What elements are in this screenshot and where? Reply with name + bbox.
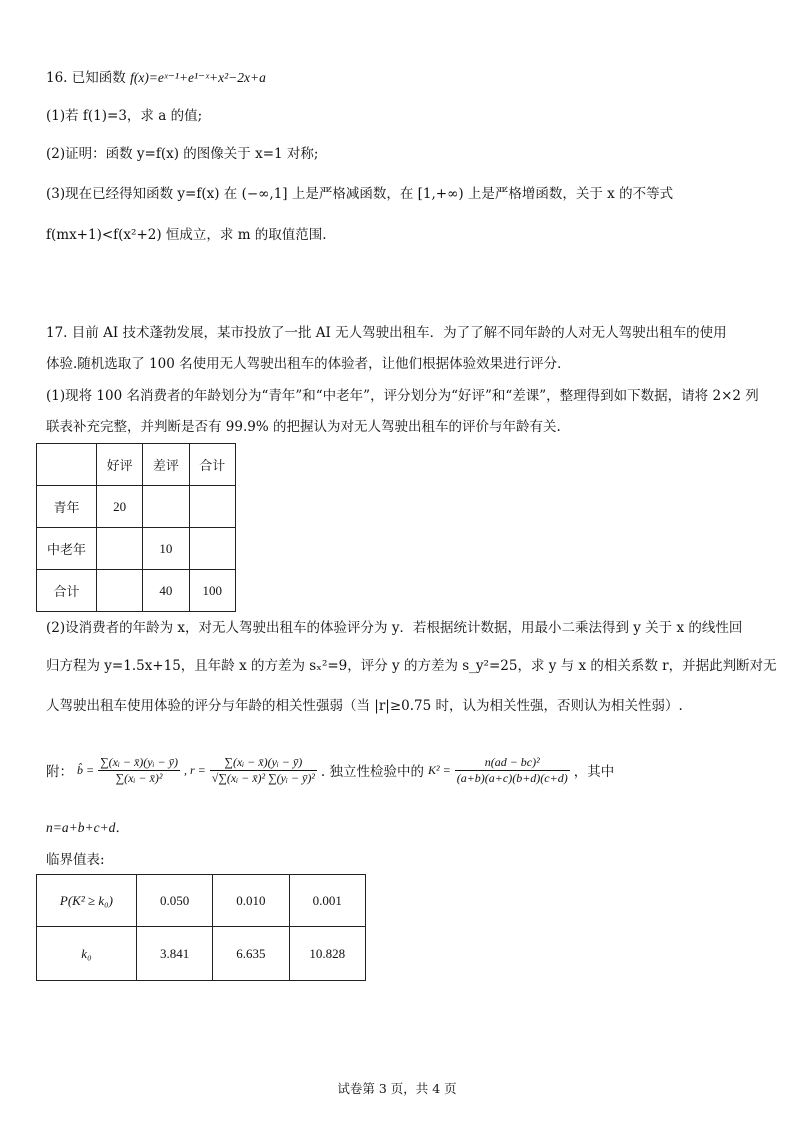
k2-fraction	[455, 755, 570, 786]
q16-part3-line2: f(mx+1)<f(x²+2) 恒成立，求 m 的取值范围.	[46, 227, 327, 243]
q17-number: 17.	[46, 325, 68, 341]
table-cell: 100	[189, 570, 235, 612]
table-row	[37, 927, 366, 981]
table-header-cell: 合计	[189, 444, 235, 486]
table-cell: 3.841	[136, 927, 212, 981]
q16-function: f(x)=eˣ⁻¹+e¹⁻ˣ+x²−2x+a	[130, 70, 266, 85]
r-numerator: ∑(xᵢ − x̄)(yᵢ − ȳ)	[210, 755, 317, 771]
table-cell: 40	[143, 570, 189, 612]
q16-part3-line1: (3)现在已经得知函数 y=f(x) 在 (−∞,1] 上是严格减函数，在 [1,+∞) 上是严格增函数，关于 x 的不等式	[46, 186, 674, 202]
k2-intro-text: . 独立性检验中的	[320, 764, 424, 780]
k2-numerator: n(ad − bc)²	[455, 755, 570, 771]
q16-part1: (1)若 f(1)=3，求 a 的值;	[46, 108, 203, 124]
q17-part1-line2: 联表补充完整，并判断是否有 99.9% 的把握认为对无人驾驶出租车的评价与年龄有关.	[46, 419, 561, 435]
table-cell: 20	[96, 486, 142, 528]
table-cell: 合计	[37, 570, 97, 612]
critical-value-label: 临界值表:	[46, 852, 105, 868]
b-hat-fraction	[98, 755, 180, 786]
q17-stem-line2: 体验.随机选取了 100 名使用无人驾驶出租车的体验者，让他们根据体验效果进行评分．	[46, 356, 571, 372]
n-definition: n=a+b+c+d．	[46, 820, 129, 835]
table-cell: 中老年	[37, 528, 97, 570]
table-cell: 0.001	[289, 875, 365, 927]
table-cell: 10.828	[289, 927, 365, 981]
k2-lhs: K² =	[428, 762, 451, 777]
table-cell: 0.010	[213, 875, 289, 927]
q16-part2: (2)证明：函数 y=f(x) 的图像关于 x=1 对称;	[46, 146, 319, 162]
table-header-cell: 差评	[143, 444, 189, 486]
q17-part2-line2: 归方程为 y=1.5x+15，且年龄 x 的方差为 sₓ²=9，评分 y 的方差为 s_y²=25，求 y 与 x 的相关系数 r，并据此判断对无	[46, 658, 777, 674]
k2-tail: ，其中	[573, 764, 615, 780]
q17-part2-line1: (2)设消费者的年龄为 x，对无人驾驶出租车的体验评分为 y．若根据统计数据，用最小二乘法得到 y 关于 x 的线性回	[46, 620, 743, 636]
table-cell	[143, 486, 189, 528]
r-fraction	[210, 755, 317, 786]
table-header-cell	[37, 444, 97, 486]
q17-part2-line3: 人驾驶出租车使用体验的评分与年龄的相关性强弱（当 |r|≥0.75 时，认为相关性强，否则认为相关性弱）.	[46, 698, 683, 714]
critical-value-table	[36, 874, 366, 981]
r-lhs: , r =	[183, 762, 206, 777]
table-cell: k₀	[37, 927, 137, 981]
k2-denominator: (a+b)(a+c)(b+d)(c+d)	[456, 770, 568, 785]
table-cell	[96, 528, 142, 570]
contingency-table	[36, 443, 236, 612]
q16-intro: 已知函数	[71, 70, 126, 86]
table-cell	[189, 528, 235, 570]
table-cell: 6.635	[213, 927, 289, 981]
q17-part1-line1: (1)现将 100 名消费者的年龄划分为“青年”和“中老年”，评分划分为“好评”和“差课”，整理得到如下数据，请将 2×2 列	[46, 388, 759, 404]
table-cell	[96, 570, 142, 612]
appendix-formulas	[46, 738, 614, 802]
q16-stem	[46, 68, 266, 88]
b-hat-lhs: b̂ =	[77, 762, 95, 777]
table-row	[37, 570, 236, 612]
table-cell: P(K² ≥ k₀)	[37, 875, 137, 927]
table-header-cell: 好评	[96, 444, 142, 486]
table-row	[37, 486, 236, 528]
b-hat-numerator: ∑(xᵢ − x̄)(yᵢ − ȳ)	[100, 754, 178, 769]
table-row	[37, 875, 366, 927]
q17-stem-line1	[46, 323, 727, 343]
appendix-label: 附：	[46, 764, 73, 780]
q16-number: 16.	[46, 70, 68, 86]
table-cell	[189, 486, 235, 528]
table-row	[37, 528, 236, 570]
q17-intro1: 目前 AI 技术蓬勃发展，某市投放了一批 AI 无人驾驶出租车．为了了解不同年龄的人对无人驾驶出租车的使用	[71, 325, 727, 341]
b-hat-denominator: ∑(xᵢ − x̄)²	[115, 770, 163, 785]
page-footer: 试卷第 3 页，共 4 页	[337, 1081, 457, 1096]
table-cell: 青年	[37, 486, 97, 528]
r-denominator: √∑(xᵢ − x̄)² ∑(yᵢ − ȳ)²	[211, 770, 315, 785]
table-cell: 10	[143, 528, 189, 570]
table-cell: 0.050	[136, 875, 212, 927]
